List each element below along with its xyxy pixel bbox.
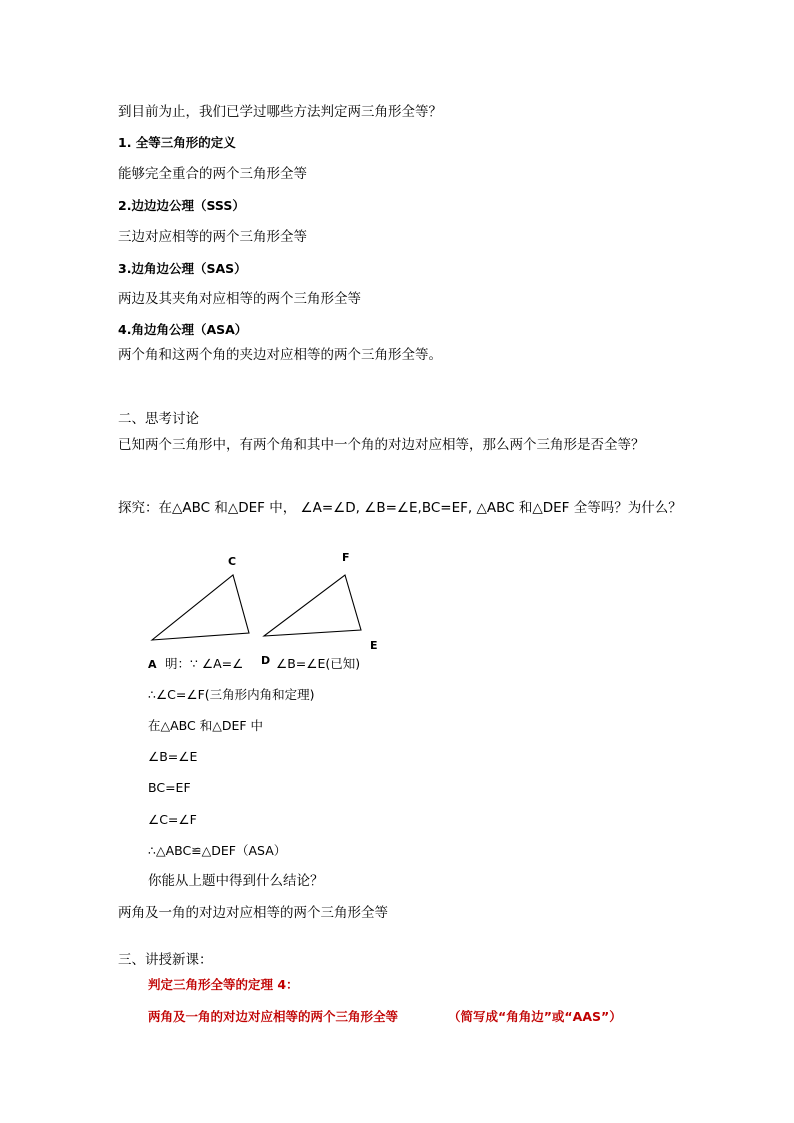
method-3-desc: 两边及其夹角对应相等的两个三角形全等 [118, 291, 361, 307]
method-2-desc: 三边对应相等的两个三角形全等 [118, 229, 307, 245]
triangles-figure [140, 560, 400, 660]
method-4-desc: 两个角和这两个角的夹边对应相等的两个三角形全等。 [118, 347, 442, 363]
proof-line-3: 在△ABC 和△DEF 中 [148, 718, 264, 733]
label-c: C [228, 555, 237, 568]
section2-question: 已知两个三角形中，有两个角和其中一个角的对边对应相等，那么两个三角形是否全等？ [118, 437, 645, 453]
intro-question: 到目前为止，我们已学过哪些方法判定两三角形全等？ [118, 104, 442, 120]
proof-line-1: 明：∵ ∠A=∠ [165, 656, 244, 671]
triangle-abc [152, 575, 249, 640]
section3-heading: 三、讲授新课： [118, 952, 213, 968]
proof-line-4: ∠B=∠E [148, 749, 198, 764]
label-f: F [342, 551, 350, 564]
proof-line-5: BC=EF [148, 780, 191, 795]
method-4-title: 4.角边角公理（ASA） [118, 322, 248, 337]
theorem-note: （简写成“角角边”或“AAS”） [448, 1009, 622, 1024]
theorem-title: 判定三角形全等的定理 4： [148, 977, 299, 992]
method-1-title: 1. 全等三角形的定义 [118, 135, 236, 150]
proof-line-6: ∠C=∠F [148, 812, 197, 827]
proof-line-7: ∴△ABC≌△DEF（ASA） [148, 843, 287, 858]
proof-line-2: ∴∠C=∠F(三角形内角和定理) [148, 687, 315, 702]
label-a: A [148, 658, 157, 671]
theorem-text: 两角及一角的对边对应相等的两个三角形全等 [148, 1009, 399, 1024]
section2-heading: 二、思考讨论 [118, 411, 199, 427]
explore-question: 探究：在△ABC 和△DEF 中， ∠A=∠D, ∠B=∠E,BC=EF, △ABC 和△DEF 全等吗？为什么？ [118, 500, 682, 516]
label-d: D [261, 654, 271, 667]
proof-question: 你能从上题中得到什么结论？ [148, 873, 324, 889]
method-3-title: 3.边角边公理（SAS） [118, 261, 247, 276]
proof-line-1b: ∠B=∠E(已知) [276, 656, 361, 671]
method-2-title: 2.边边边公理（SSS） [118, 198, 245, 213]
conclusion: 两角及一角的对边对应相等的两个三角形全等 [118, 905, 388, 921]
label-e: E [370, 639, 378, 652]
triangle-def [264, 575, 361, 636]
method-1-desc: 能够完全重合的两个三角形全等 [118, 166, 307, 182]
